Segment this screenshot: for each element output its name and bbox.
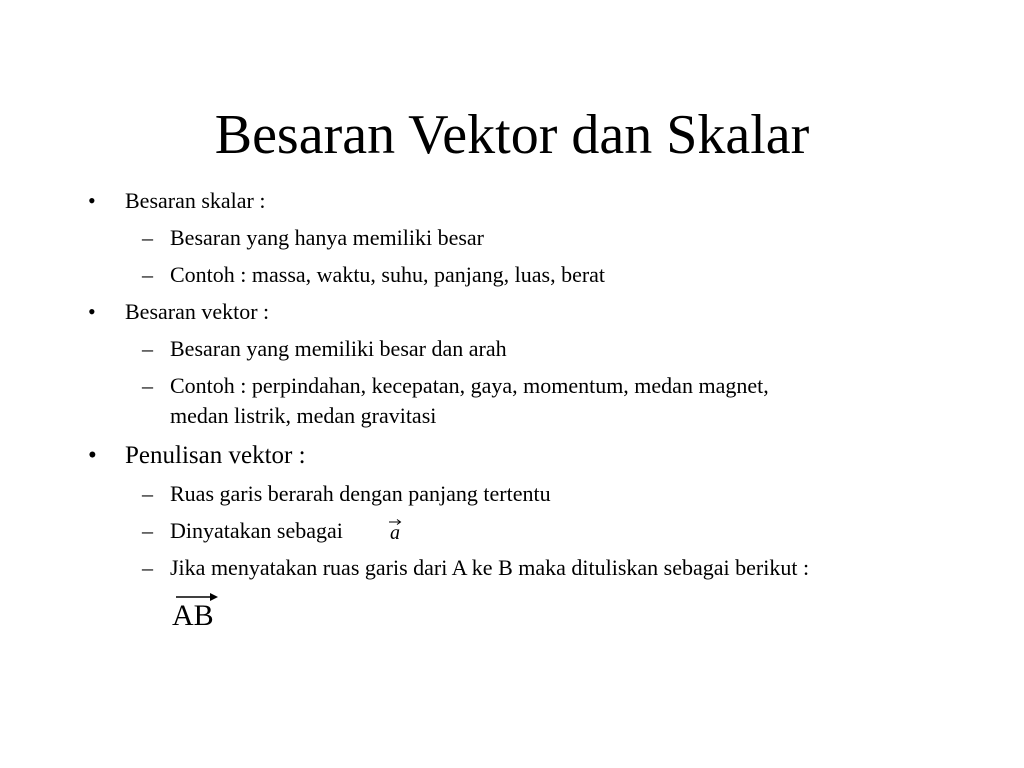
- vector-ab-label: AB: [172, 599, 214, 632]
- sub-item-skalar-examples: Contoh : massa, waktu, suhu, panjang, luas, berat: [170, 262, 606, 287]
- vector-ab-symbol: [172, 590, 222, 634]
- sub-item-vektor-examples-cont: medan listrik, medan gravitasi: [170, 403, 437, 428]
- dash-marker: –: [142, 262, 153, 287]
- bullet-penulisan-vektor: Penulisan vektor :: [125, 442, 306, 469]
- sub-item-vektor-definition: Besaran yang memiliki besar dan arah: [170, 336, 507, 361]
- bullet-marker: •: [88, 188, 96, 213]
- dash-marker: –: [142, 518, 153, 543]
- sub-item-skalar-definition: Besaran yang hanya memiliki besar: [170, 225, 485, 250]
- sub-item-dinyatakan: Dinyatakan sebagai: [170, 518, 343, 543]
- vector-a-symbol: [388, 516, 402, 544]
- sub-item-jika: Jika menyatakan ruas garis dari A ke B maka dituliskan sebagai berikut :: [170, 555, 810, 580]
- dash-marker: –: [142, 555, 153, 580]
- dash-marker: –: [142, 225, 153, 250]
- dash-marker: –: [142, 336, 153, 361]
- slide-title: Besaran Vektor dan Skalar: [214, 104, 810, 166]
- dash-marker: –: [142, 373, 153, 398]
- sub-item-vektor-examples: Contoh : perpindahan, kecepatan, gaya, momentum, medan magnet,: [170, 373, 769, 398]
- vector-a-letter: a: [390, 522, 400, 544]
- bullet-marker: •: [88, 299, 96, 324]
- bullet-besaran-vektor: Besaran vektor :: [125, 299, 270, 324]
- bullet-marker: •: [88, 442, 97, 469]
- bullet-besaran-skalar: Besaran skalar :: [125, 188, 266, 213]
- sub-item-ruas-garis: Ruas garis berarah dengan panjang tertentu: [170, 481, 551, 506]
- dash-marker: –: [142, 481, 153, 506]
